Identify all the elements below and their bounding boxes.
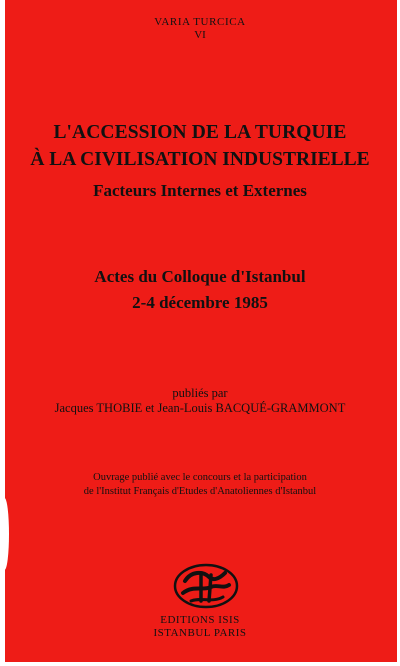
bottom-page-edge bbox=[0, 662, 400, 666]
title-line-1: L'ACCESSION DE LA TURQUIE bbox=[53, 122, 347, 143]
title-line-2: À LA CIVILISATION INDUSTRIELLE bbox=[30, 149, 370, 170]
published-by-label: publiés par bbox=[172, 386, 228, 400]
publisher-emblem-icon bbox=[173, 563, 239, 609]
subtitle: Facteurs Internes et Externes bbox=[93, 181, 307, 200]
series-name: VARIA TURCICA bbox=[154, 16, 246, 28]
publisher-name: EDITIONS ISIS bbox=[160, 614, 240, 626]
binding-notch bbox=[0, 498, 9, 570]
sponsor-note-line-2: de l'Institut Français d'Etudes d'Anatoliennes d'Istanbul bbox=[83, 486, 317, 497]
publisher-cities: ISTANBUL PARIS bbox=[153, 627, 247, 639]
volume-number: VI bbox=[194, 29, 206, 41]
editors: Jacques THOBIE et Jean-Louis BACQUÉ-GRAMMONT bbox=[54, 401, 346, 415]
proceedings-date: 2-4 décembre 1985 bbox=[132, 293, 268, 312]
sponsor-note-line-1: Ouvrage publié avec le concours et la participation bbox=[93, 472, 307, 483]
proceedings-title: Actes du Colloque d'Istanbul bbox=[94, 267, 306, 286]
